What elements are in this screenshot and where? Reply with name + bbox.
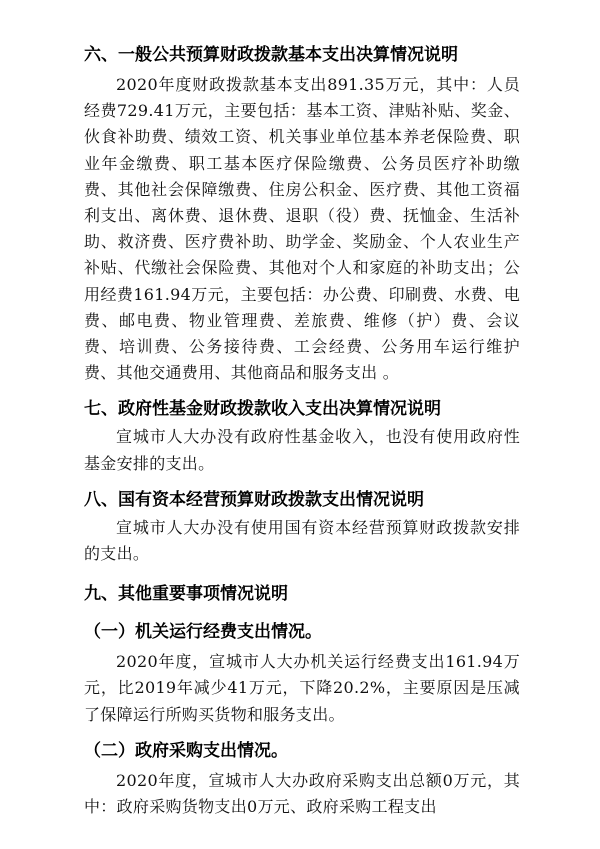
section-7-body: 宣城市人大办没有政府性基金收入，也没有使用政府性基金安排的支出。: [84, 427, 520, 473]
subsection-2-heading: （二）政府采购支出情况。: [84, 740, 288, 761]
section-7-heading: 七、政府性基金财政拨款收入支出决算情况说明: [84, 399, 441, 420]
section-8-heading: 八、国有资本经营预算财政拨款支出情况说明: [84, 489, 424, 510]
section-9-heading: 九、其他重要事项情况说明: [84, 584, 288, 605]
section-6-body: 2020年度财政拨款基本支出891.35万元，其中：人员经费729.41万元，主要包括：基本工资、津贴补贴、奖金、伙食补助费、绩效工资、机关事业单位基本养老保险费、职业年金缴费、职工基本医疗保险缴费、公务员医疗补助缴费、其他社会保障缴费、住房公积金、医疗费、其他工资福利支出、离休费、退休费、退职（役）费、抚恤金、生活补助、救济费、医疗费补助、助学金、奖励金、个人农业生产补贴、代缴社会保险费、其他对个人和家庭的补助支出；公用经费161.94万元，主要包括：办公费、印刷费、水费、电费、邮电费、物业管理费、差旅费、维修（护）费、会议费、培训费、公务接待费、工会经费、公务用车运行维护费、其他交通费用、其他商品和服务支出 。: [84, 75, 520, 383]
subsection-1-body: 2020年度，宣城市人大办机关运行经费支出161.94万元，比2019年减少41万元，下降20.2%，主要原因是压减了保障运行所购买货物和服务支出。: [84, 652, 520, 724]
document-page: [84, 38, 520, 820]
subsection-2-body: 2020年度，宣城市人大办政府采购支出总额0万元，其中：政府采购货物支出0万元、政府采购工程支出: [84, 770, 520, 817]
section-6-heading: 六、一般公共预算财政拨款基本支出决算情况说明: [84, 45, 458, 65]
section-8-body: 宣城市人大办没有使用国有资本经营预算财政拨款安排的支出。: [84, 517, 520, 564]
subsection-1-heading: （一）机关运行经费支出情况。: [84, 622, 322, 643]
